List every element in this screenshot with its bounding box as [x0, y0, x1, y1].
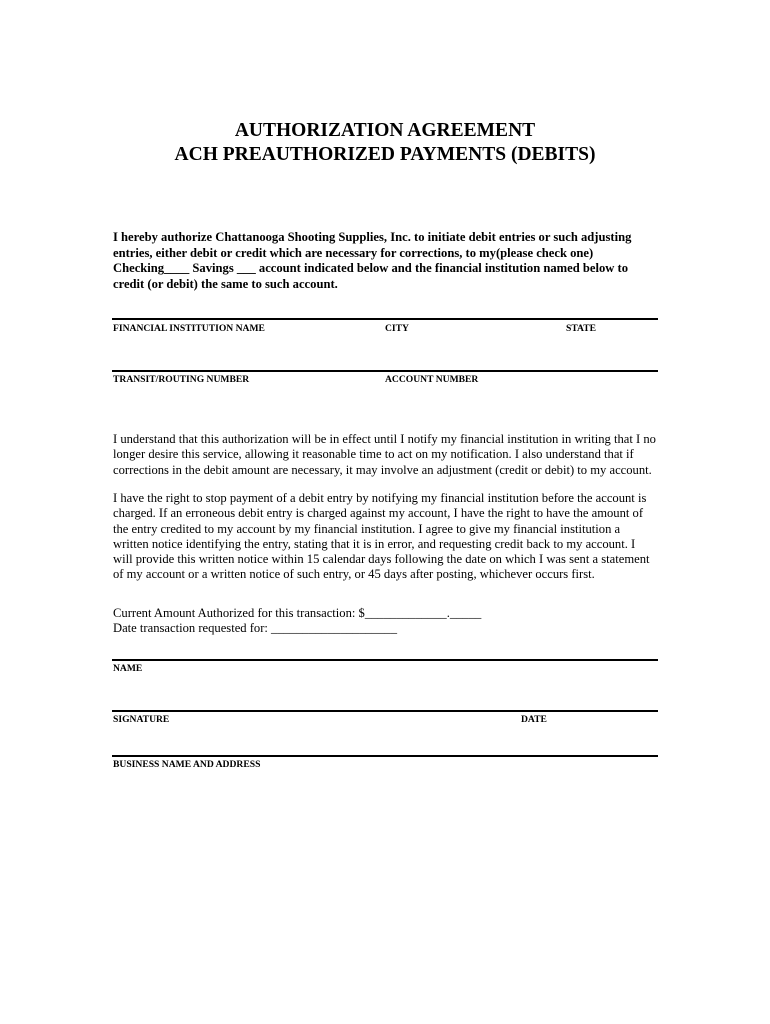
- business-name-address-label: BUSINESS NAME AND ADDRESS: [113, 759, 261, 770]
- intro-line: Checking____ Savings ___ account indicated below and the financial institution named below to: [113, 261, 629, 276]
- signature-rule[interactable]: [112, 710, 658, 712]
- account-number-label: ACCOUNT NUMBER: [385, 374, 479, 385]
- authorization-duration-paragraph: [113, 432, 661, 478]
- name-label: NAME: [113, 663, 143, 674]
- paragraph-line: written notice identifying the entry, stating that it is in error, and requesting credit back to my account. I: [113, 536, 636, 551]
- transaction-date-field[interactable]: Date transaction requested for: ____________________: [113, 621, 397, 636]
- stop-payment-paragraph: [113, 491, 661, 583]
- paragraph-line: I have the right to stop payment of a debit entry by notifying my financial institution before the account is: [113, 491, 647, 505]
- paragraph-line: corrections in the debit amount are necessary, it may involve an adjustment (credit or debit) to my account.: [113, 462, 652, 477]
- transit-routing-number-label: TRANSIT/ROUTING NUMBER: [113, 374, 250, 385]
- authorization-statement: [113, 230, 658, 292]
- signature-label: SIGNATURE: [113, 714, 170, 725]
- paragraph-line: of my account or a written notice of such entry, or 45 days after posting, whichever occurs first.: [113, 567, 595, 582]
- intro-line: I hereby authorize Chattanooga Shooting Supplies, Inc. to initiate debit entries or such adjusting: [113, 230, 632, 244]
- paragraph-line: longer desire this service, allowing it reasonable time to act on my notification. I also understand that if: [113, 447, 634, 462]
- state-label: STATE: [566, 323, 597, 334]
- business-name-rule[interactable]: [112, 755, 658, 757]
- paragraph-line: I understand that this authorization will be in effect until I notify my financial institution in writing that I no: [113, 432, 656, 446]
- transaction-details: [113, 606, 661, 637]
- amount-authorized-field[interactable]: Current Amount Authorized for this transaction: $_____________._____: [113, 606, 482, 620]
- document-subtitle: ACH PREAUTHORIZED PAYMENTS (DEBITS): [174, 144, 596, 165]
- date-label: DATE: [521, 714, 547, 725]
- routing-account-rule[interactable]: [112, 370, 658, 372]
- financial-institution-rule[interactable]: [112, 318, 658, 320]
- city-label: CITY: [385, 323, 409, 334]
- paragraph-line: charged. If an erroneous debit entry is charged against my account, I have the right to have the amount of: [113, 506, 644, 521]
- name-rule[interactable]: [112, 659, 658, 661]
- document-title: AUTHORIZATION AGREEMENT: [234, 120, 536, 141]
- paragraph-line: will provide this written notice within 15 calendar days following the date on which I was sent a statement: [113, 552, 650, 567]
- financial-institution-name-label: FINANCIAL INSTITUTION NAME: [113, 323, 265, 334]
- intro-line: entries, either debit or credit which are necessary for corrections, to my(please check one): [113, 245, 594, 260]
- paragraph-line: the entry credited to my account by my financial institution. I agree to give my financial institution a: [113, 521, 621, 536]
- intro-line: credit (or debit) the same to such account.: [113, 276, 338, 291]
